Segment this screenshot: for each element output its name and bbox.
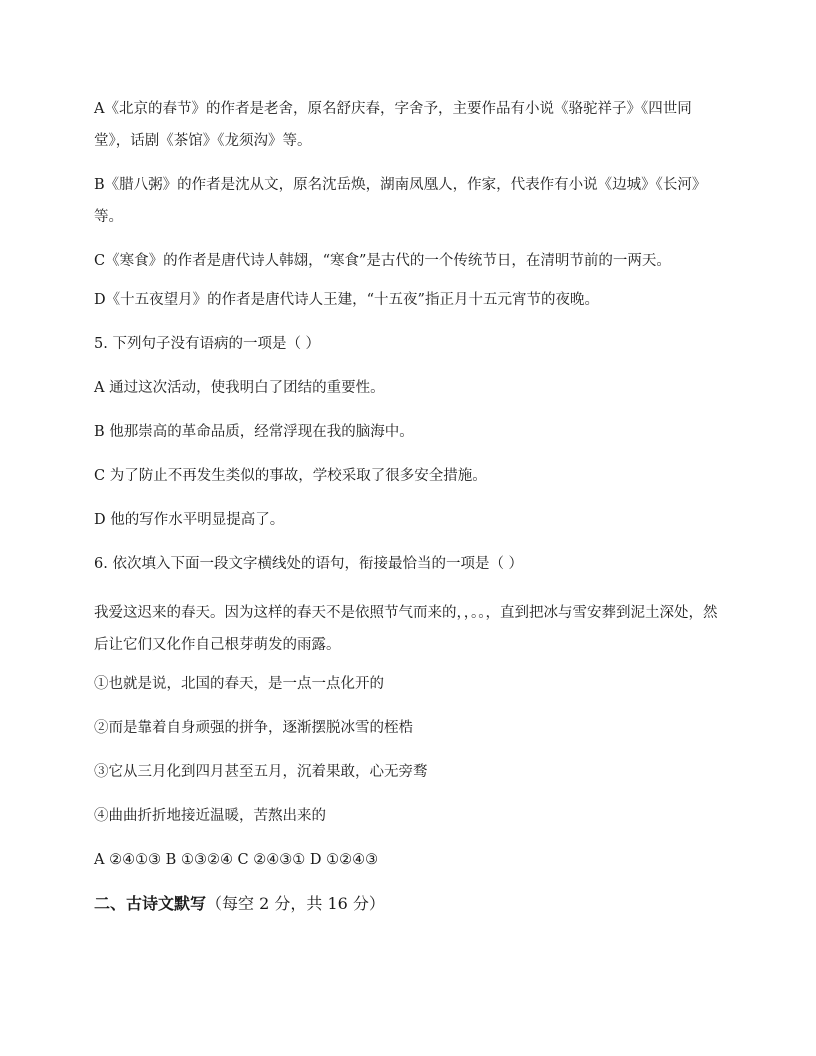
document-page <box>94 93 724 915</box>
q6-sentence-2: ②而是靠着自身顽强的拼争，逐渐摆脱冰雪的桎梏 <box>94 720 413 736</box>
q4-option-b: B《腊八粥》的作者是沈从文，原名沈岳焕，湖南凤凰人，作家，代表作有小说《边城》《长河》等。 <box>94 177 707 225</box>
q5-option-d: D 他的写作水平明显提高了。 <box>94 512 285 528</box>
q6-stem: 6. 依次填入下面一段文字横线处的语句，衔接最恰当的一项是（ ） <box>94 556 524 572</box>
q4-option-c: C《寒食》的作者是唐代诗人韩翃，“寒食”是古代的一个传统节日，在清明节前的一两天。 <box>94 253 671 269</box>
q5-stem: 5. 下列句子没有语病的一项是（ ） <box>94 336 321 352</box>
q5-option-b: B 他那崇高的革命品质，经常浮现在我的脑海中。 <box>94 424 414 440</box>
q5-option-a: A 通过这次活动，使我明白了团结的重要性。 <box>94 380 385 396</box>
q6-sentence-4: ④曲曲折折地接近温暖，苦熬出来的 <box>94 808 326 824</box>
section-title: 二、古诗文默写 <box>94 894 207 913</box>
section-heading <box>94 893 724 915</box>
q6-sentence-1: ①也就是说，北国的春天，是一点一点化开的 <box>94 676 384 692</box>
q4-option-d: D《十五夜望月》的作者是唐代诗人王建，“十五夜”指正月十五元宵节的夜晚。 <box>94 292 599 308</box>
section-score-note: （每空 2 分，共 16 分） <box>206 894 385 913</box>
q5-option-c: C 为了防止不再发生类似的事故，学校采取了很多安全措施。 <box>94 468 487 484</box>
q4-option-a: A《北京的春节》的作者是老舍，原名舒庆春，字舍予，主要作品有小说《骆驼祥子》《四世同堂》，话剧《茶馆》《龙须沟》等。 <box>94 101 692 149</box>
q6-sentence-3: ③它从三月化到四月甚至五月，沉着果敢，心无旁骛 <box>94 764 428 780</box>
q6-passage: 我爱这迟来的春天。因为这样的春天不是依照节气而来的，，。。，直到把冰与雪安葬到泥土深处，然后让它们又化作自己根芽萌发的雨露。 <box>94 605 718 653</box>
q6-choices: A ②④①③ B ①③②④ C ②④③① D ①②④③ <box>94 852 379 868</box>
